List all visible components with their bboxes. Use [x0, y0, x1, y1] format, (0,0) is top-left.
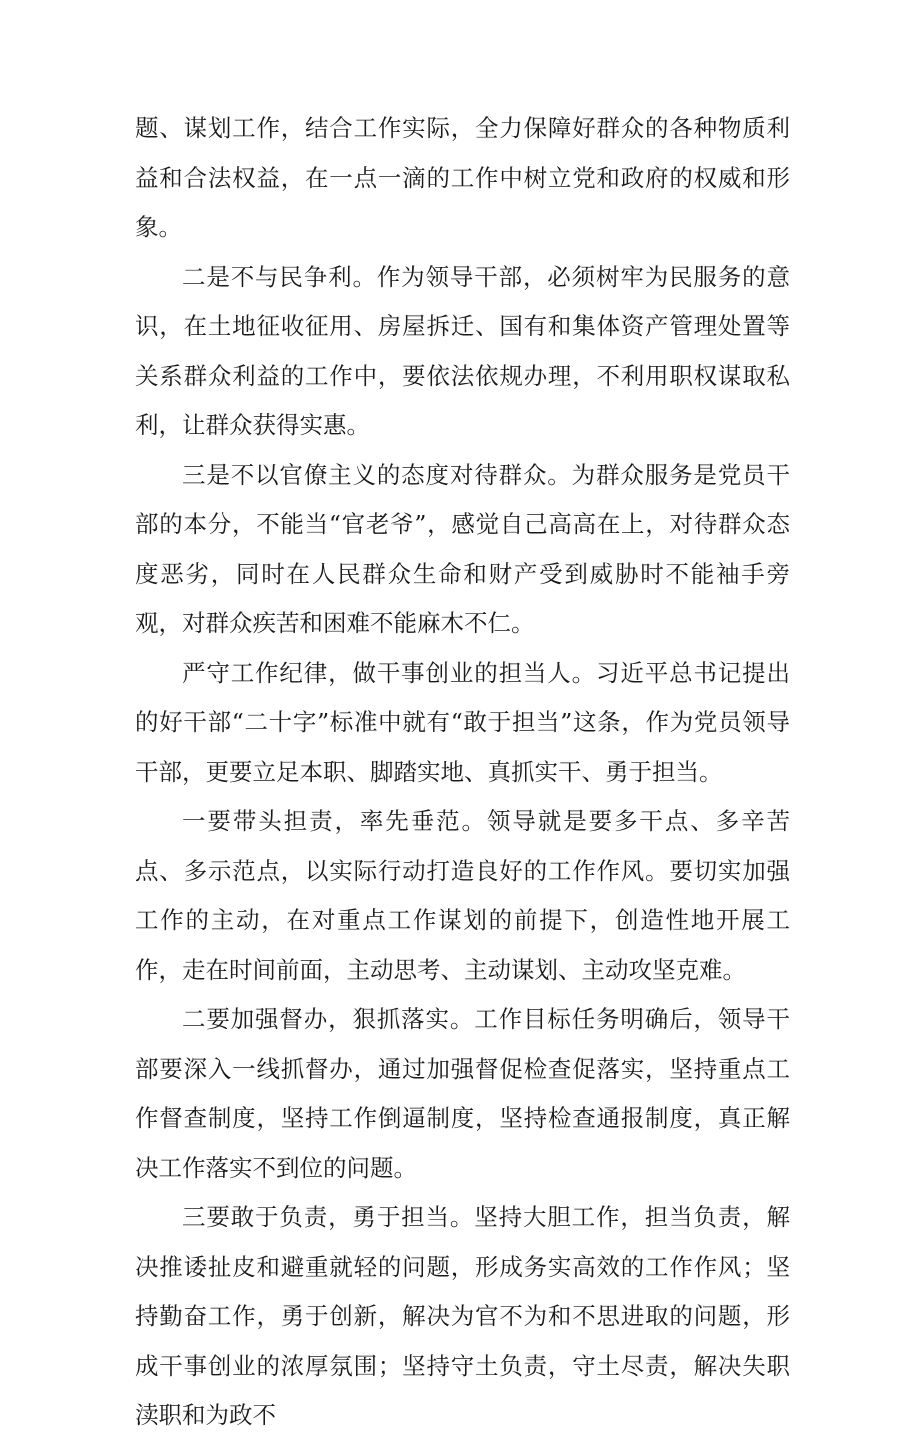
paragraph-4: 严守工作纪律，做干事创业的担当人。习近平总书记提出的好干部“二十字”标准中就有“敢于担当”这条，作为党员领导干部，更要立足本职、脚踏实地、真抓实干、勇于担当。	[135, 658, 790, 786]
paragraph-2: 二是不与民争利。作为领导干部，必须树牢为民服务的意识，在土地征收征用、房屋拆迁、国有和集体资产管理处置等关系群众利益的工作中，要依法依规办理，不利用职权谋取私利，让群众获得实惠。	[135, 262, 790, 439]
paragraph-1: 题、谋划工作，结合工作实际，全力保障好群众的各种物质利益和合法权益，在一点一滴的工作中树立党和政府的权威和形象。	[135, 114, 790, 241]
paragraph-7: 三要敢于负责，勇于担当。坚持大胆工作，担当负责，解决推诿扯皮和避重就轻的问题，形成务实高效的工作作风；坚持勤奋工作，勇于创新，解决为官不为和不思进取的问题，形成干事创业的浓厚氛围；坚持守土负责，守土尽责，解决失职渎职和为政不	[135, 1203, 790, 1429]
paragraph-5: 一要带头担责，率先垂范。领导就是要多干点、多辛苦点、多示范点，以实际行动打造良好的工作作风。要切实加强工作的主动，在对重点工作谋划的前提下，创造性地开展工作，走在时间前面，主动思考、主动谋划、主动攻坚克难。	[135, 807, 790, 984]
paragraph-3: 三是不以官僚主义的态度对待群众。为群众服务是党员干部的本分，不能当“官老爷”，感觉自己高高在上，对待群众态度恶劣，同时在人民群众生命和财产受到威胁时不能袖手旁观，对群众疾苦和困难不能麻木不仁。	[135, 460, 790, 637]
document-body	[135, 104, 790, 1441]
paragraph-6: 二要加强督办，狠抓落实。工作目标任务明确后，领导干部要深入一线抓督办，通过加强督促检查促落实，坚持重点工作督查制度，坚持工作倒逼制度，坚持检查通报制度，真正解决工作落实不到位的问题。	[135, 1005, 790, 1182]
